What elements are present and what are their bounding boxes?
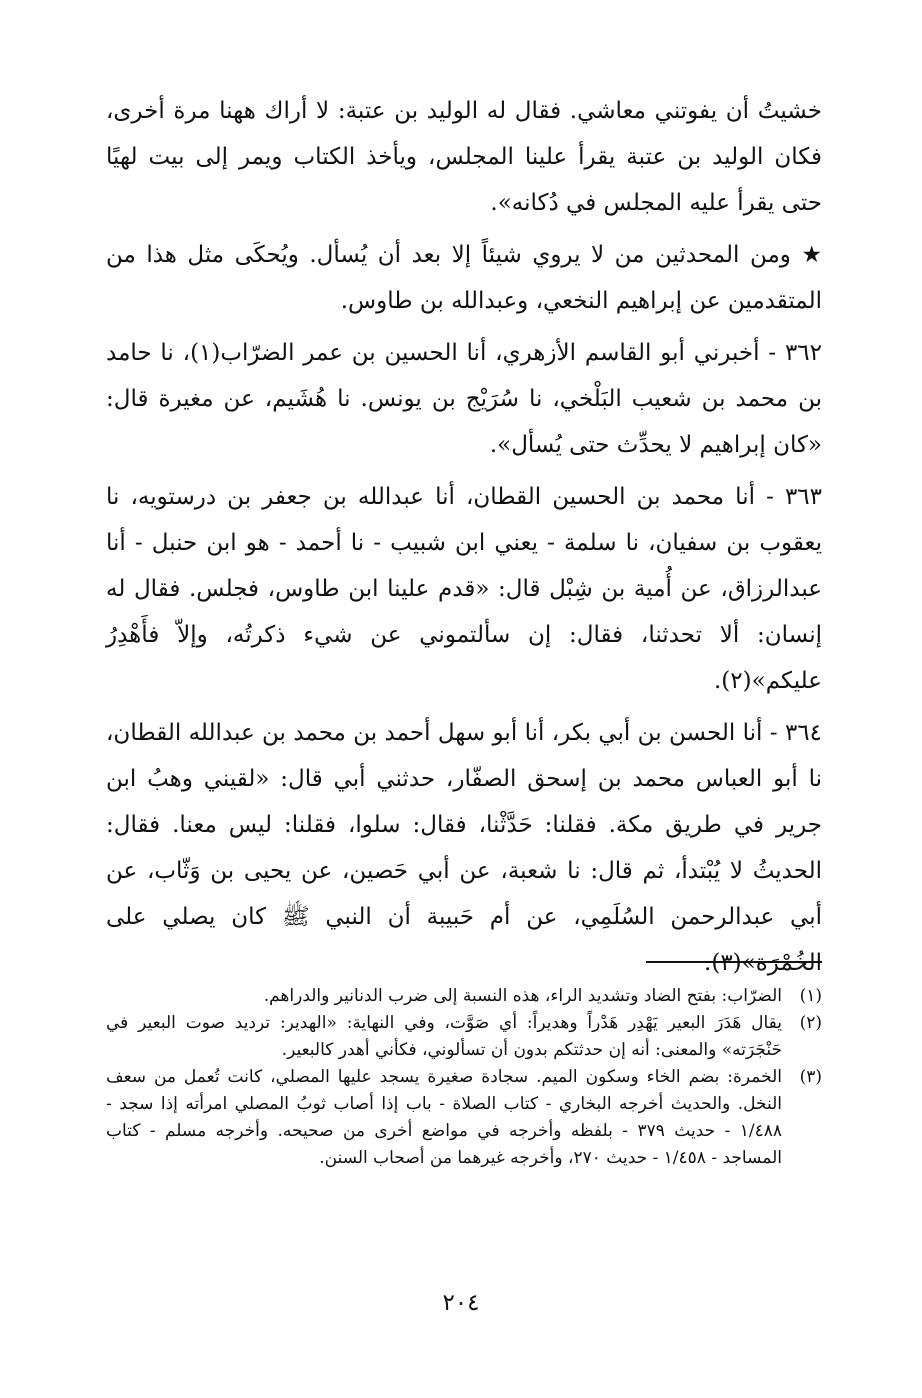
footnote-1 — [106, 983, 822, 1010]
hadith-363: ٣٦٣ - أنا محمد بن الحسين القطان، أنا عبدالله بن جعفر بن درستويه، نا يعقوب بن سفيان، نا سلمة - يعني ابن شبيب - نا أحمد - هو ابن حنبل - أنا عبدالرزاق، عن أُمية بن شِبْل قال: «قدم علينا ابن طاوس، فجلس. فقال له إنسان: ألا تحدثنا، فقال: إن سألتموني عن شيء ذكرتُه، وإلاّ فأَهْدِرُ عليكم»(٢). — [106, 484, 822, 694]
footnotes — [106, 983, 822, 1172]
hadith-362: ٣٦٢ - أخبرني أبو القاسم الأزهري، أنا الحسين بن عمر الضرّاب(١)، نا حامد بن محمد بن شعيب البَلْخي، نا سُرَيْج بن يونس. نا هُشَيم، عن مغيرة قال: «كان إبراهيم لا يحدِّث حتى يُسأل». — [106, 340, 822, 458]
footnote-number: (٢) — [799, 1013, 822, 1033]
paragraph-1: خشيتُ أن يفوتني معاشي. فقال له الوليد بن عتبة: لا أراك ههنا مرة أخرى، فكان الوليد بن عتبة يقرأ علينا المجلس، ويأخذ الكتاب ويمر إلى بيت لهيًا حتى يقرأ عليه المجلس في دُكانه». — [106, 98, 822, 216]
footnote-number: (٣) — [799, 1067, 822, 1087]
footnote-divider — [646, 961, 822, 963]
main-text — [106, 88, 822, 992]
footnote-text: الخمرة: بضم الخاء وسكون الميم. سجادة صغيرة يسجد عليها المصلي، كانت تُعمل من سعف النخل. والحديث أخرجه البخاري - كتاب الصلاة - باب إذا أصاب ثوبُ المصلي امرأته إذا سجد - ١/٤٨٨ - حديث ٣٧٩ - بلفظه وأخرجه في مواضع أخرى من صحيحه. وأخرجه مسلم - كتاب المساجد - ١/٤٥٨ - حديث ٢٧٠، وأخرجه غيرهما من أصحاب السنن. — [106, 1067, 783, 1168]
page-number: ٢٠٤ — [442, 1290, 480, 1316]
footnote-3 — [106, 1064, 822, 1172]
hadith-364: ٣٦٤ - أنا الحسن بن أبي بكر، أنا أبو سهل أحمد بن محمد بن عبدالله القطان، نا أبو العباس محمد بن إسحق الصفّار، حدثني أبي قال: «لقيني وهبُ ابن جرير في طريق مكة. فقلنا: حَدَّثْنا، فقال: سلوا، فقلنا: ليس معنا. فقال: الحديثُ لا يُبْتدأ، ثم قال: نا شعبة، عن أبي حَصين، عن يحيى بن وَثّاب، عن أبي عبدالرحمن السُلَمِي، عن أم حَبيبة أن النبي ﷺ كان يصلي على الخُمْرَة»(٣). — [106, 720, 822, 976]
footnote-number: (١) — [799, 986, 822, 1006]
footnote-text: الضرّاب: بفتح الضاد وتشديد الراء، هذه النسبة إلى ضرب الدنانير والدراهم. — [263, 986, 782, 1006]
footnote-text: يقال هَدَرَ البعير يَهْدِر هَدْراً وهديراً: أي صَوَّت، وفي النهاية: «الهدير: ترديد صوت البعير في حَنْجَرَته» والمعنى: أنه إن حدثتكم بدون أن تسألوني، فكأني أهدر كالبعير. — [106, 1013, 782, 1060]
paragraph-2: ★ ومن المحدثين من لا يروي شيئاً إلا بعد أن يُسأل. ويُحكَى مثل هذا من المتقدمين عن إبراهيم النخعي، وعبدالله بن طاوس. — [106, 242, 822, 314]
footnote-2 — [106, 1010, 822, 1064]
